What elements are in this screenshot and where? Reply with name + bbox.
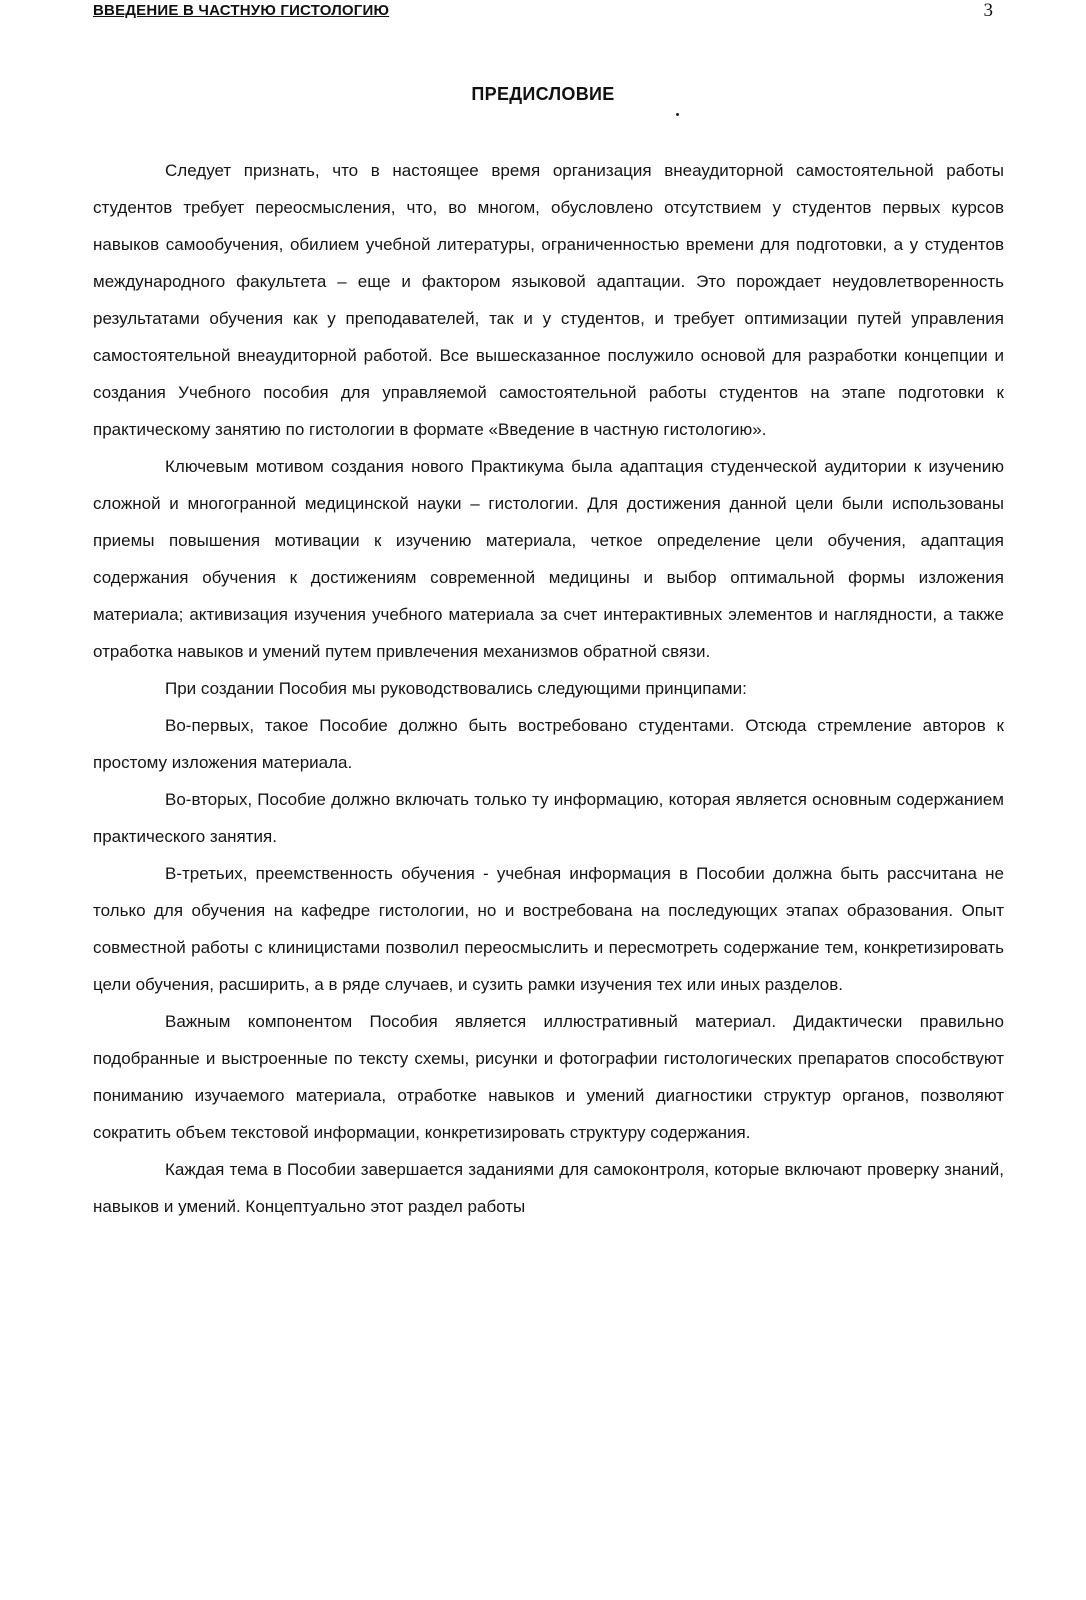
paragraph: Важным компонентом Пособия является иллюстративный материал. Дидактически правильно подобранные и выстроенные по тексту схемы, рисунки и фотографии гистологических препаратов способствуют пониманию изучаемого материала, отработке навыков и умений диагностики структур органов, позволяют сократить объем текстовой информации, конкретизировать структуру содержания. <box>93 1012 1004 1142</box>
paragraph: Во-первых, такое Пособие должно быть востребовано студентами. Отсюда стремление авторов к простому изложения материала. <box>93 716 1004 772</box>
page-number: 3 <box>983 0 993 21</box>
paragraph: Во-вторых, Пособие должно включать только ту информацию, которая является основным содержанием практического занятия. <box>93 790 1004 846</box>
page-title: ПРЕДИСЛОВИЕ <box>471 84 615 104</box>
running-head: ВВЕДЕНИЕ В ЧАСТНУЮ ГИСТОЛОГИЮ <box>93 2 390 19</box>
paragraph: Следует признать, что в настоящее время организация внеаудиторной самостоятельной работы студентов требует переосмысления, что, во многом, обусловлено отсутствием у студентов первых курсов навыков самообучения, обилием учебной литературы, ограниченностью времени для подготовки, а у студентов международного факультета – еще и фактором языковой адаптации. Это порождает неудовлетворенность результатами обучения как у преподавателей, так и у студентов, и требует оптимизации путей управления самостоятельной внеаудиторной работой. Все вышесказанное послужило основой для разработки концепции и создания Учебного пособия для управляемой самостоятельной работы студентов на этапе подготовки к практическому занятию по гистологии в формате «Введение в частную гистологию». <box>93 161 1004 439</box>
paragraph: При создании Пособия мы руководствовались следующими принципами: <box>165 679 747 698</box>
speck-mark <box>676 113 679 116</box>
page-header <box>93 2 993 24</box>
body-text <box>93 152 1004 1225</box>
paragraph: Каждая тема в Пособии завершается заданиями для самоконтроля, которые включают проверку знаний, навыков и умений. Концептуально этот раздел работы <box>93 1160 1004 1216</box>
paragraph: Ключевым мотивом создания нового Практикума была адаптация студенческой аудитории к изучению сложной и многогранной медицинской науки – гистологии. Для достижения данной цели были использованы приемы повышения мотивации к изучению материала, четкое определение цели обучения, адаптация содержания обучения к достижениям современной медицины и выбор оптимальной формы изложения материала; активизация изучения учебного материала за счет интерактивных элементов и наглядности, а также отработка навыков и умений путем привлечения механизмов обратной связи. <box>93 457 1004 661</box>
paragraph: В-третьих, преемственность обучения - учебная информация в Пособии должна быть рассчитана не только для обучения на кафедре гистологии, но и востребована на последующих этапах образования. Опыт совместной работы с клиницистами позволил переосмыслить и пересмотреть содержание тем, конкретизировать цели обучения, расширить, а в ряде случаев, и сузить рамки изучения тех или иных разделов. <box>93 864 1004 994</box>
